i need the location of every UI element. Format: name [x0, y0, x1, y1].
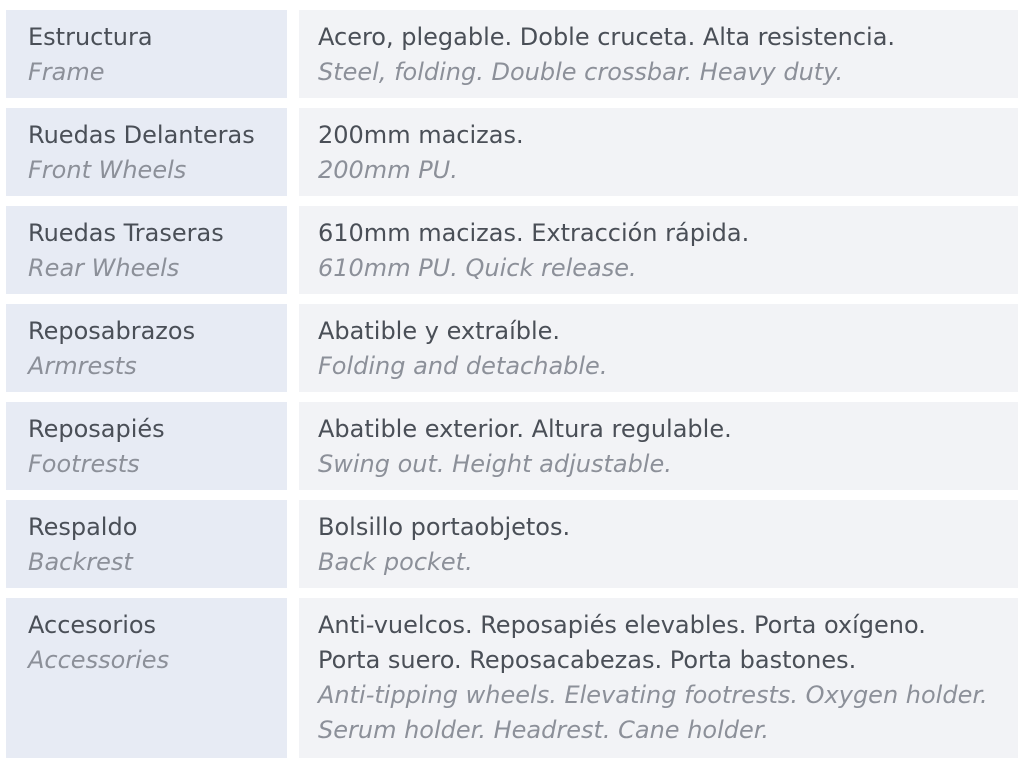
spec-label-es: Ruedas Delanteras [28, 121, 255, 149]
spec-value-en: 610mm PU. Quick release. [318, 254, 637, 282]
spec-value-en: 200mm PU. [318, 156, 458, 184]
spec-label-cell [6, 500, 287, 588]
spec-label-es: Reposabrazos [28, 317, 196, 345]
spec-label-es: Ruedas Traseras [28, 219, 224, 247]
spec-row-rear-wheels [6, 206, 1018, 294]
spec-label-en: Accessories [28, 646, 170, 674]
spec-label-en: Frame [28, 58, 105, 86]
spec-value-cell [299, 108, 1018, 196]
spec-label-en: Footrests [28, 450, 140, 478]
spec-label-en: Front Wheels [28, 156, 187, 184]
spec-value-es: Bolsillo portaobjetos. [318, 513, 571, 541]
spec-value-en: Back pocket. [318, 548, 473, 576]
spec-value-cell [299, 206, 1018, 294]
spec-value-en: Folding and detachable. [318, 352, 608, 380]
spec-row-armrests [6, 304, 1018, 392]
spec-label-cell [6, 304, 287, 392]
spec-value-en: Steel, folding. Double crossbar. Heavy duty. [318, 58, 844, 86]
spec-row-footrests [6, 402, 1018, 490]
spec-value-cell [299, 304, 1018, 392]
spec-value-en: Serum holder. Headrest. Cane holder. [318, 716, 770, 744]
spec-label-es: Estructura [28, 23, 153, 51]
spec-label-cell [6, 598, 287, 758]
spec-value-es: 200mm macizas. [318, 121, 524, 149]
spec-label-cell [6, 402, 287, 490]
spec-row-front-wheels [6, 108, 1018, 196]
spec-label-es: Reposapiés [28, 415, 165, 443]
spec-value-cell [299, 402, 1018, 490]
spec-value-es: Acero, plegable. Doble cruceta. Alta resistencia. [318, 23, 896, 51]
spec-label-cell [6, 108, 287, 196]
spec-value-cell [299, 598, 1018, 758]
spec-value-es: Porta suero. Reposacabezas. Porta bastones. [318, 646, 857, 674]
spec-value-cell [299, 500, 1018, 588]
spec-label-en: Armrests [28, 352, 137, 380]
spec-value-es: 610mm macizas. Extracción rápida. [318, 219, 750, 247]
spec-row-backrest [6, 500, 1018, 588]
spec-value-en: Swing out. Height adjustable. [318, 450, 672, 478]
spec-value-es: Abatible y extraíble. [318, 317, 561, 345]
spec-label-es: Accesorios [28, 611, 157, 639]
spec-value-es: Anti-vuelcos. Reposapiés elevables. Porta oxígeno. [318, 611, 926, 639]
spec-value-cell [299, 10, 1018, 98]
spec-label-en: Rear Wheels [28, 254, 180, 282]
spec-row-frame [6, 10, 1018, 98]
spec-row-accessories [6, 598, 1018, 758]
spec-label-en: Backrest [28, 548, 133, 576]
spec-label-cell [6, 206, 287, 294]
spec-value-en: Anti-tipping wheels. Elevating footrests. Oxygen holder. [318, 681, 988, 709]
spec-value-es: Abatible exterior. Altura regulable. [318, 415, 732, 443]
spec-label-cell [6, 10, 287, 98]
spec-table [6, 10, 1018, 768]
spec-label-es: Respaldo [28, 513, 138, 541]
